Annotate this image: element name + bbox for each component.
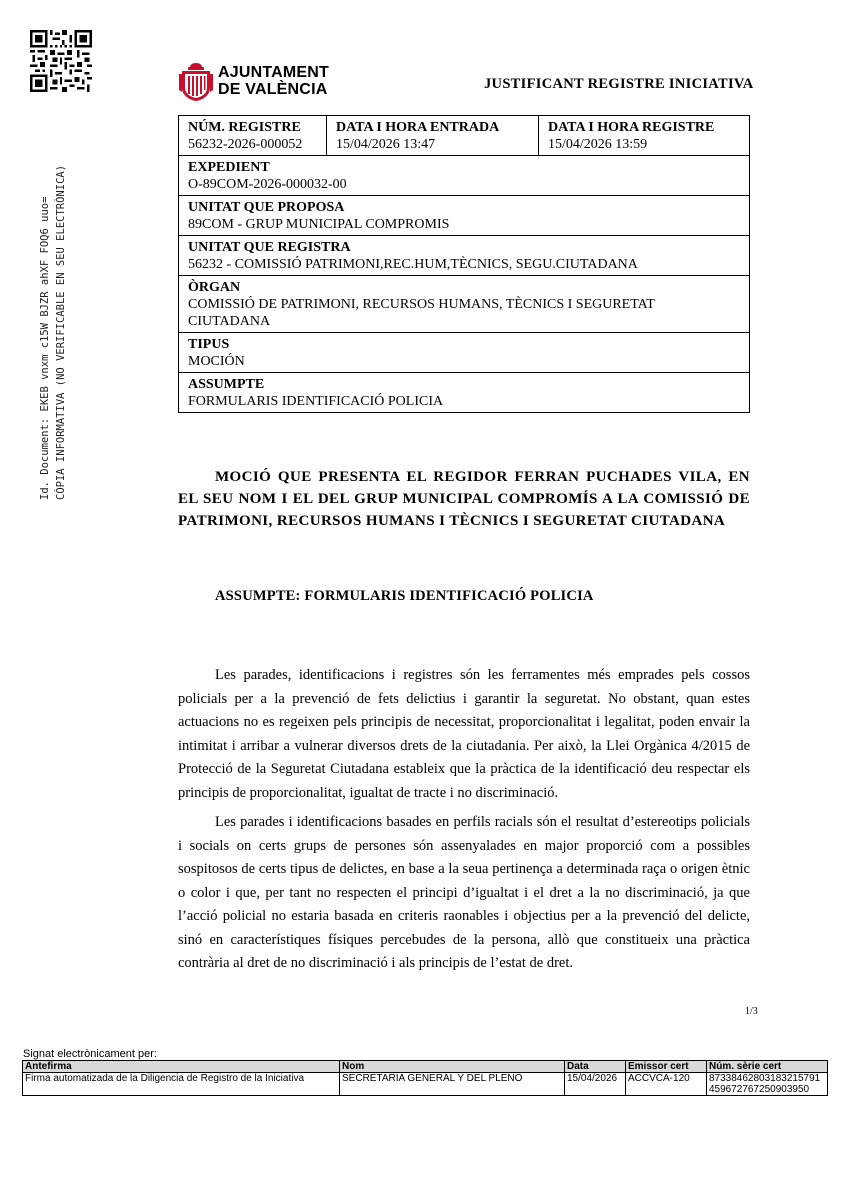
registration-row-organ	[179, 276, 750, 333]
signature-header-row	[23, 1061, 828, 1073]
subject-cell	[179, 373, 750, 413]
cell-nom: SECRETARIA GENERAL Y DEL PLENO	[340, 1073, 565, 1096]
paragraph-text: Les parades i identificacions basades en perfils racials són el resultat d’estereotips policials i socials on certs grups de persones són assenyalades en major proporció com a possibles sospitosos de certs tipus de delictes, en base a la seua pertinença a determinada raça o origen ètnic o color i que, per tant no respecten el principi d’igualtat i el dret a la no discriminació, ja que l’acció policial no estaria basada en criteris raonables i objectius per a la prevenció del delicte, sinó en característiques físiques percebudes de la persona, allò que constitueix una pràctica contrària al dret de no discriminació i als principis de l’estat de dret.	[178, 814, 750, 971]
type-value: MOCIÓN	[188, 354, 245, 369]
cell-emissor: ACCVCA-120	[626, 1073, 707, 1096]
proposing-unit-cell	[179, 196, 750, 236]
motion-title-text: MOCIÓ QUE PRESENTA EL REGIDOR FERRAN PUCHADES VILA, EN EL SEU NOM I EL DEL GRUP MUNICIPAL COMPROMÍS A LA COMISSIÓ DE PATRIMONI, RECURSOS HUMANS I TÈCNICS I SEGURETAT CIUTADANA	[178, 469, 750, 529]
proposing-unit-label: UNITAT QUE PROPOSA	[188, 200, 345, 215]
cell-antefirma: Firma automatizada de la Diligencia de Registro de la Iniciativa	[23, 1073, 340, 1096]
coat-of-arms-icon	[178, 62, 214, 102]
registration-row-numbers	[179, 116, 750, 156]
cell-serie	[707, 1073, 828, 1096]
header-nom: Nom	[340, 1061, 565, 1073]
motion-subject: ASSUMPTE: FORMULARIS IDENTIFICACIÓ POLICIA	[215, 588, 594, 604]
registration-row-registra	[179, 236, 750, 276]
cell-data: 15/04/2026	[565, 1073, 626, 1096]
entry-datetime-value: 15/04/2026 13:47	[336, 137, 436, 152]
signature-caption: Signat electrònicament per:	[23, 1048, 157, 1060]
document-id: Id. Document: EKEB vnxm c15W BJZR ahXF FOQ6 uuo=	[39, 196, 51, 500]
qr-code	[30, 30, 92, 92]
motion-title	[178, 466, 750, 532]
registration-row-expedient	[179, 156, 750, 196]
serial-line-2: 459672767250903950	[709, 1084, 810, 1095]
serial-line-1: 87338462803183215791	[709, 1073, 821, 1084]
register-datetime-label: DATA I HORA REGISTRE	[548, 120, 715, 135]
logo-line-1: AJUNTAMENT	[218, 64, 330, 81]
body-paragraph-1	[178, 664, 750, 805]
registration-row-proposa	[179, 196, 750, 236]
page-number: 1/3	[745, 1006, 758, 1017]
subject-value: FORMULARIS IDENTIFICACIÓ POLICIA	[188, 394, 444, 409]
document-heading: JUSTIFICANT REGISTRE INICIATIVA	[484, 76, 754, 92]
logo-line-2: DE VALÈNCIA	[218, 81, 328, 98]
type-label: TIPUS	[188, 337, 230, 352]
header-emissor: Emissor cert	[626, 1061, 707, 1073]
city-logo	[178, 62, 328, 104]
copy-notice: CÒPIA INFORMATIVA (NO VERIFICABLE EN SEU ELECTRÒNICA)	[55, 164, 67, 500]
expedient-label: EXPEDIENT	[188, 160, 270, 175]
body-paragraph-2	[178, 811, 750, 976]
registering-unit-label: UNITAT QUE REGISTRA	[188, 240, 351, 255]
register-number-value: 56232-2026-000052	[188, 137, 303, 152]
header-serie: Núm. sèrie cert	[707, 1061, 828, 1073]
subject-label: ASSUMPTE	[188, 377, 265, 392]
signature-table	[22, 1060, 828, 1096]
organ-value: COMISSIÓ DE PATRIMONI, RECURSOS HUMANS, TÈCNICS I SEGURETAT CIUTADANA	[188, 297, 655, 329]
entry-datetime-label: DATA I HORA ENTRADA	[336, 120, 500, 135]
register-number-cell	[179, 116, 327, 156]
registration-table	[178, 115, 750, 413]
proposing-unit-value: 89COM - GRUP MUNICIPAL COMPROMIS	[188, 217, 450, 232]
registration-row-assumpte	[179, 373, 750, 413]
header-data: Data	[565, 1061, 626, 1073]
register-datetime-cell	[539, 116, 750, 156]
organ-cell	[179, 276, 750, 333]
register-datetime-value: 15/04/2026 13:59	[548, 137, 648, 152]
organ-label: ÒRGAN	[188, 280, 241, 295]
paragraph-text: Les parades, identificacions i registres són les ferramentes més emprades pels cossos policials per a la prevenció de fets delictius i garantir la seguretat. No obstant, quan estes actuacions no es regeixen pels principis de necessitat, proporcionalitat i legalitat, poden envair la intimitat i arribar a vulnerar diversos drets de la ciutadania. Per això, la Llei Orgànica 4/2015 de Protecció de la Seguretat Ciutadana estableix que la pràctica de la identificació deu respectar els principis de proporcionalitat, igualtat de tracte i no discriminació.	[178, 667, 750, 801]
header-antefirma: Antefirma	[23, 1061, 340, 1073]
registration-row-tipus	[179, 333, 750, 373]
registering-unit-cell	[179, 236, 750, 276]
register-number-label: NÚM. REGISTRE	[188, 120, 301, 135]
type-cell	[179, 333, 750, 373]
registering-unit-value: 56232 - COMISSIÓ PATRIMONI,REC.HUM,TÈCNICS, SEGU.CIUTADANA	[188, 257, 638, 272]
expedient-cell	[179, 156, 750, 196]
entry-datetime-cell	[327, 116, 539, 156]
signature-row	[23, 1073, 828, 1096]
expedient-value: O-89COM-2026-000032-00	[188, 177, 347, 192]
